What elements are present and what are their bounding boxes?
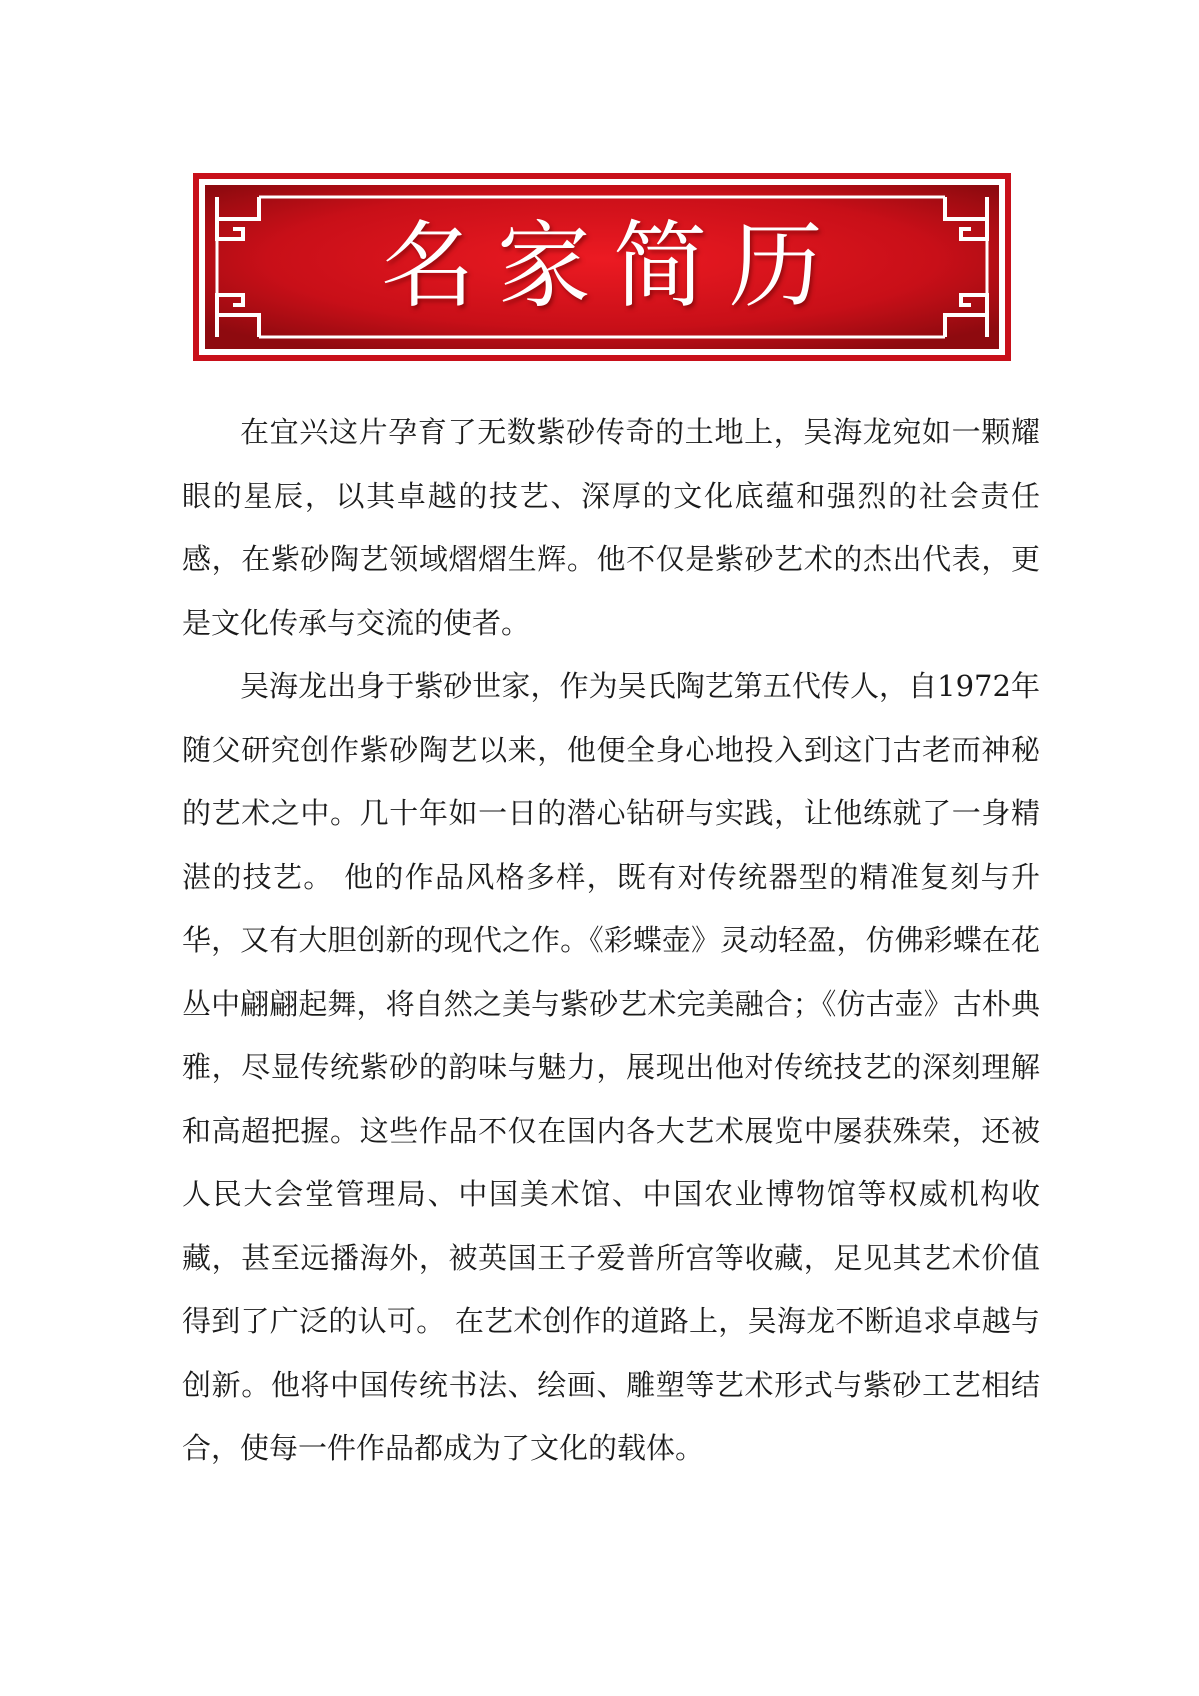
title-banner xyxy=(193,173,1011,361)
paragraph-biography: 吴海龙出身于紫砂世家，作为吴氏陶艺第五代传人，自1972年随父研究创作紫砂陶艺以来，他便全身心地投入到这门古老而神秘的艺术之中。几十年如一日的潜心钻研与实践，让他练就了一身精湛的技艺。 他的作品风格多样，既有对传统器型的精准复刻与升华，又有大胆创新的现代之作。《彩蝶壶》灵动轻盈，仿佛彩蝶在花丛中翩翩起舞，将自然之美与紫砂艺术完美融合；《仿古壶》古朴典雅，尽显传统紫砂的韵味与魅力，展现出他对传统技艺的深刻理解和高超把握。这些作品不仅在国内各大艺术展览中屡获殊荣，还被人民大会堂管理局、中国美术馆、中国农业博物馆等权威机构收藏，甚至远播海外，被英国王子爱普所宫等收藏，足见其艺术价值得到了广泛的认可。 在艺术创作的道路上，吴海龙不断追求卓越与创新。他将中国传统书法、绘画、雕塑等艺术形式与紫砂工艺相结合，使每一件作品都成为了文化的载体。 xyxy=(182,669,1040,1465)
banner-title: 名家简历 xyxy=(380,212,845,321)
paragraph-intro: 在宜兴这片孕育了无数紫砂传奇的土地上，吴海龙宛如一颗耀眼的星辰，以其卓越的技艺、深厚的文化底蕴和强烈的社会责任感，在紫砂陶艺领域熠熠生辉。他不仅是紫砂艺术的杰出代表，更是文化传承与交流的使者。 xyxy=(182,415,1040,640)
article-body xyxy=(182,401,1040,1481)
